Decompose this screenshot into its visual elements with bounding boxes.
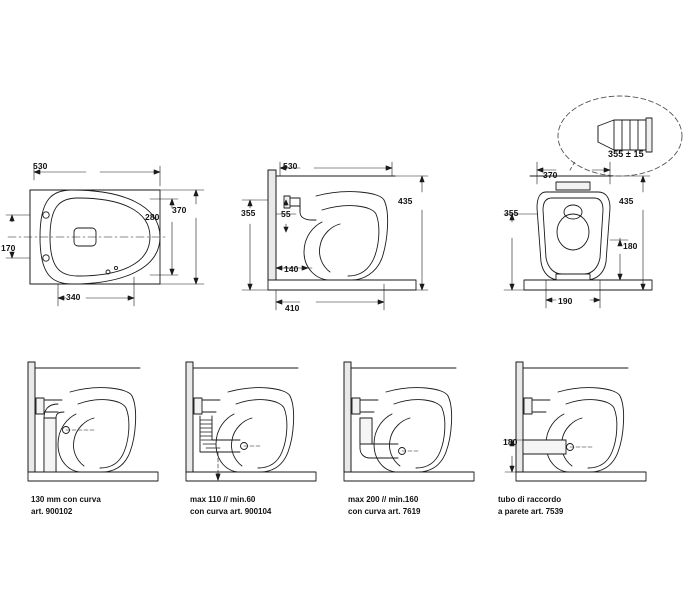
dim-side-355: 355	[241, 208, 256, 218]
variant-1-caption-line2: art. 900102	[31, 507, 73, 516]
dim-side-410: 410	[285, 303, 300, 313]
variant-3-group	[344, 362, 474, 481]
variant-4-caption-line2: a parete art. 7539	[498, 507, 564, 516]
dim-top-depth-370: 370	[172, 205, 187, 215]
dim-side-140: 140	[284, 264, 299, 274]
dim-top-width-530: 530	[33, 161, 48, 171]
dim-front-190: 190	[558, 296, 573, 306]
dim-front-435: 435	[619, 196, 634, 206]
detail-label-355pm15: 355 ± 15	[608, 149, 644, 159]
dim-side-width-530: 530	[283, 161, 298, 171]
variant-3-caption-line2: con curva art. 7619	[348, 507, 421, 516]
variant-1-caption-line1: 130 mm con curva	[31, 495, 101, 504]
front-view-group	[504, 162, 652, 308]
dim-side-435: 435	[398, 196, 413, 206]
variant-4-group	[505, 362, 646, 481]
variant-2-group	[186, 362, 316, 481]
connector-detail-group	[558, 96, 682, 176]
top-view-group	[6, 166, 204, 306]
variant-1-group	[28, 362, 158, 481]
variant-4-caption-line1: tubo di raccordo	[498, 495, 562, 504]
dim-top-inner-340: 340	[66, 292, 81, 302]
dim-front-370: 370	[543, 170, 558, 180]
dim-top-height-170: 170	[1, 243, 16, 253]
variant-2-caption-line2: con curva art. 900104	[190, 507, 272, 516]
variant-3-caption-line1: max 200 // min.160	[348, 495, 419, 504]
dim-top-depth-280: 280	[145, 212, 160, 222]
variant-4-dim-180: 180	[503, 437, 518, 447]
dim-front-180: 180	[623, 241, 638, 251]
side-section-view-group	[242, 162, 428, 310]
variant-2-caption-line1: max 110 // min.60	[190, 495, 256, 504]
dim-front-355: 355	[504, 208, 519, 218]
dim-side-55: 55	[281, 209, 291, 219]
